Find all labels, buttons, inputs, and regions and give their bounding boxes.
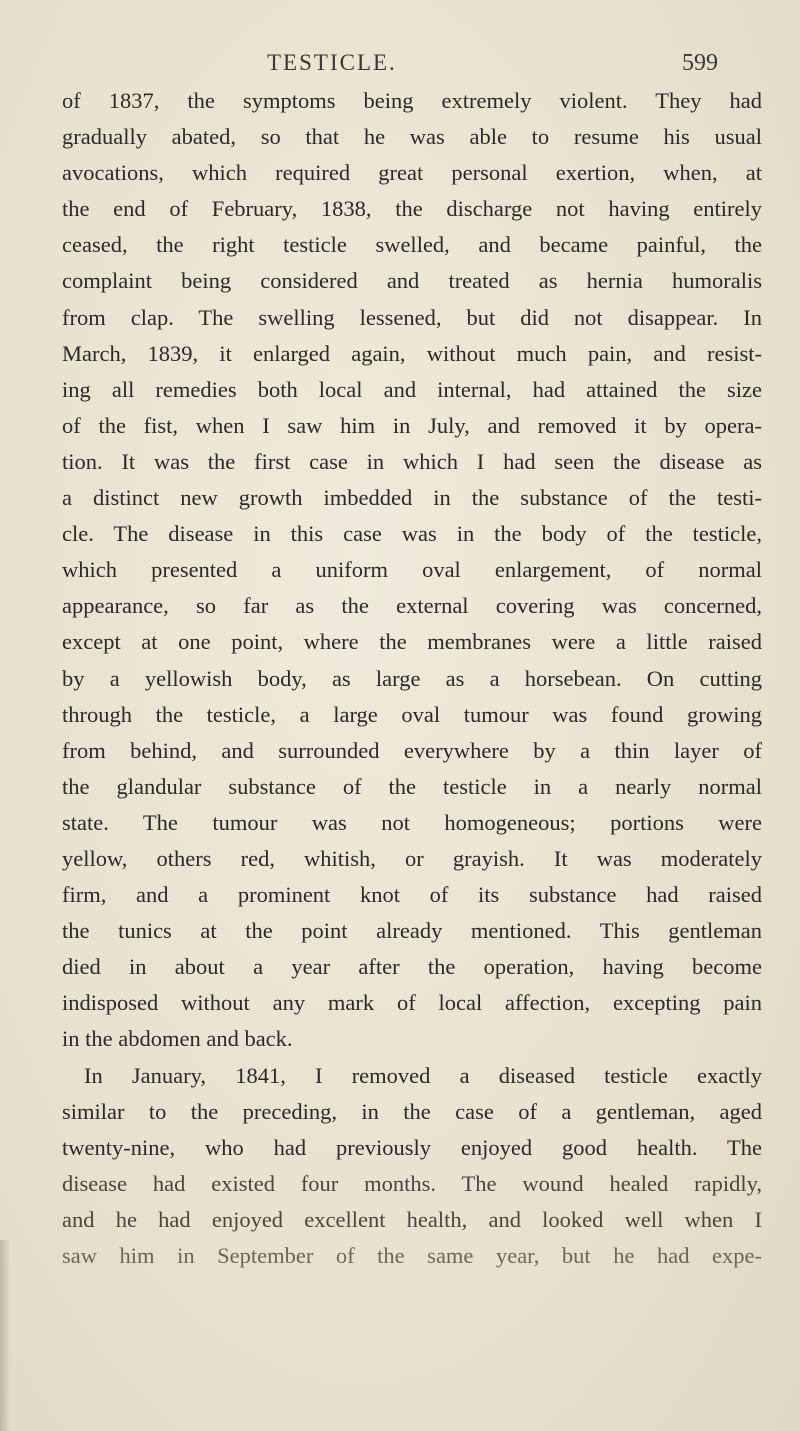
text-line: the end of February, 1838, the discharge not having entirely: [62, 196, 762, 222]
text-line: and he had enjoyed excellent health, and looked well when I: [62, 1206, 762, 1232]
text-line: except at one point, where the membranes were a little raised: [62, 629, 762, 655]
text-line: the glandular substance of the testicle in a nearly normal: [62, 773, 762, 799]
text-line: of the fist, when I saw him in July, and removed it by opera-: [62, 412, 762, 438]
paragraph-end-line: in the abdomen and back.: [62, 1026, 293, 1052]
text-line: gradually abated, so that he was able to resume his usual: [62, 124, 762, 150]
text-line: by a yellowish body, as large as a horsebean. On cutting: [62, 665, 762, 691]
text-line: through the testicle, a large oval tumour was found growing: [62, 701, 762, 727]
text-line: tion. It was the first case in which I had seen the disease as: [62, 448, 762, 474]
text-line: died in about a year after the operation, having become: [62, 954, 762, 980]
text-line: indisposed without any mark of local affection, excepting pain: [62, 990, 762, 1016]
body-text: [62, 83, 762, 1274]
text-line: a distinct new growth imbedded in the substance of the testi-: [62, 485, 762, 511]
paragraph-start-line: In January, 1841, I removed a diseased testicle exactly: [84, 1062, 762, 1088]
text-line: disease had existed four months. The wound healed rapidly,: [62, 1170, 762, 1196]
text-line: from clap. The swelling lessened, but did not disappear. In: [62, 304, 762, 330]
text-line: from behind, and surrounded everywhere by a thin layer of: [62, 737, 762, 763]
text-line: firm, and a prominent knot of its substance had raised: [62, 882, 762, 908]
text-line: ceased, the right testicle swelled, and became painful, the: [62, 232, 762, 258]
text-line: which presented a uniform oval enlargement, of normal: [62, 557, 762, 583]
text-line: ing all remedies both local and internal, had attained the size: [62, 376, 762, 402]
text-line: appearance, so far as the external covering was concerned,: [62, 593, 762, 619]
text-line: yellow, others red, whitish, or grayish. It was moderately: [62, 845, 762, 871]
page-number: 599: [682, 50, 718, 76]
text-line: the tunics at the point already mentioned. This gentleman: [62, 918, 762, 944]
text-line: similar to the preceding, in the case of a gentleman, aged: [62, 1098, 762, 1124]
running-head-title: TESTICLE.: [267, 50, 397, 75]
text-line: state. The tumour was not homogeneous; portions were: [62, 809, 762, 835]
text-line: saw him in September of the same year, but he had expe-: [62, 1243, 762, 1268]
text-line: cle. The disease in this case was in the body of the testicle,: [62, 521, 762, 547]
text-line: avocations, which required great personal exertion, when, at: [62, 160, 762, 186]
text-line: of 1837, the symptoms being extremely violent. They had: [62, 88, 762, 113]
text-line: complaint being considered and treated as hernia humoralis: [62, 268, 762, 294]
text-line: twenty-nine, who had previously enjoyed good health. The: [62, 1134, 762, 1160]
page-edge-shadow: [0, 1240, 10, 1431]
text-line: March, 1839, it enlarged again, without much pain, and resist-: [62, 340, 762, 366]
